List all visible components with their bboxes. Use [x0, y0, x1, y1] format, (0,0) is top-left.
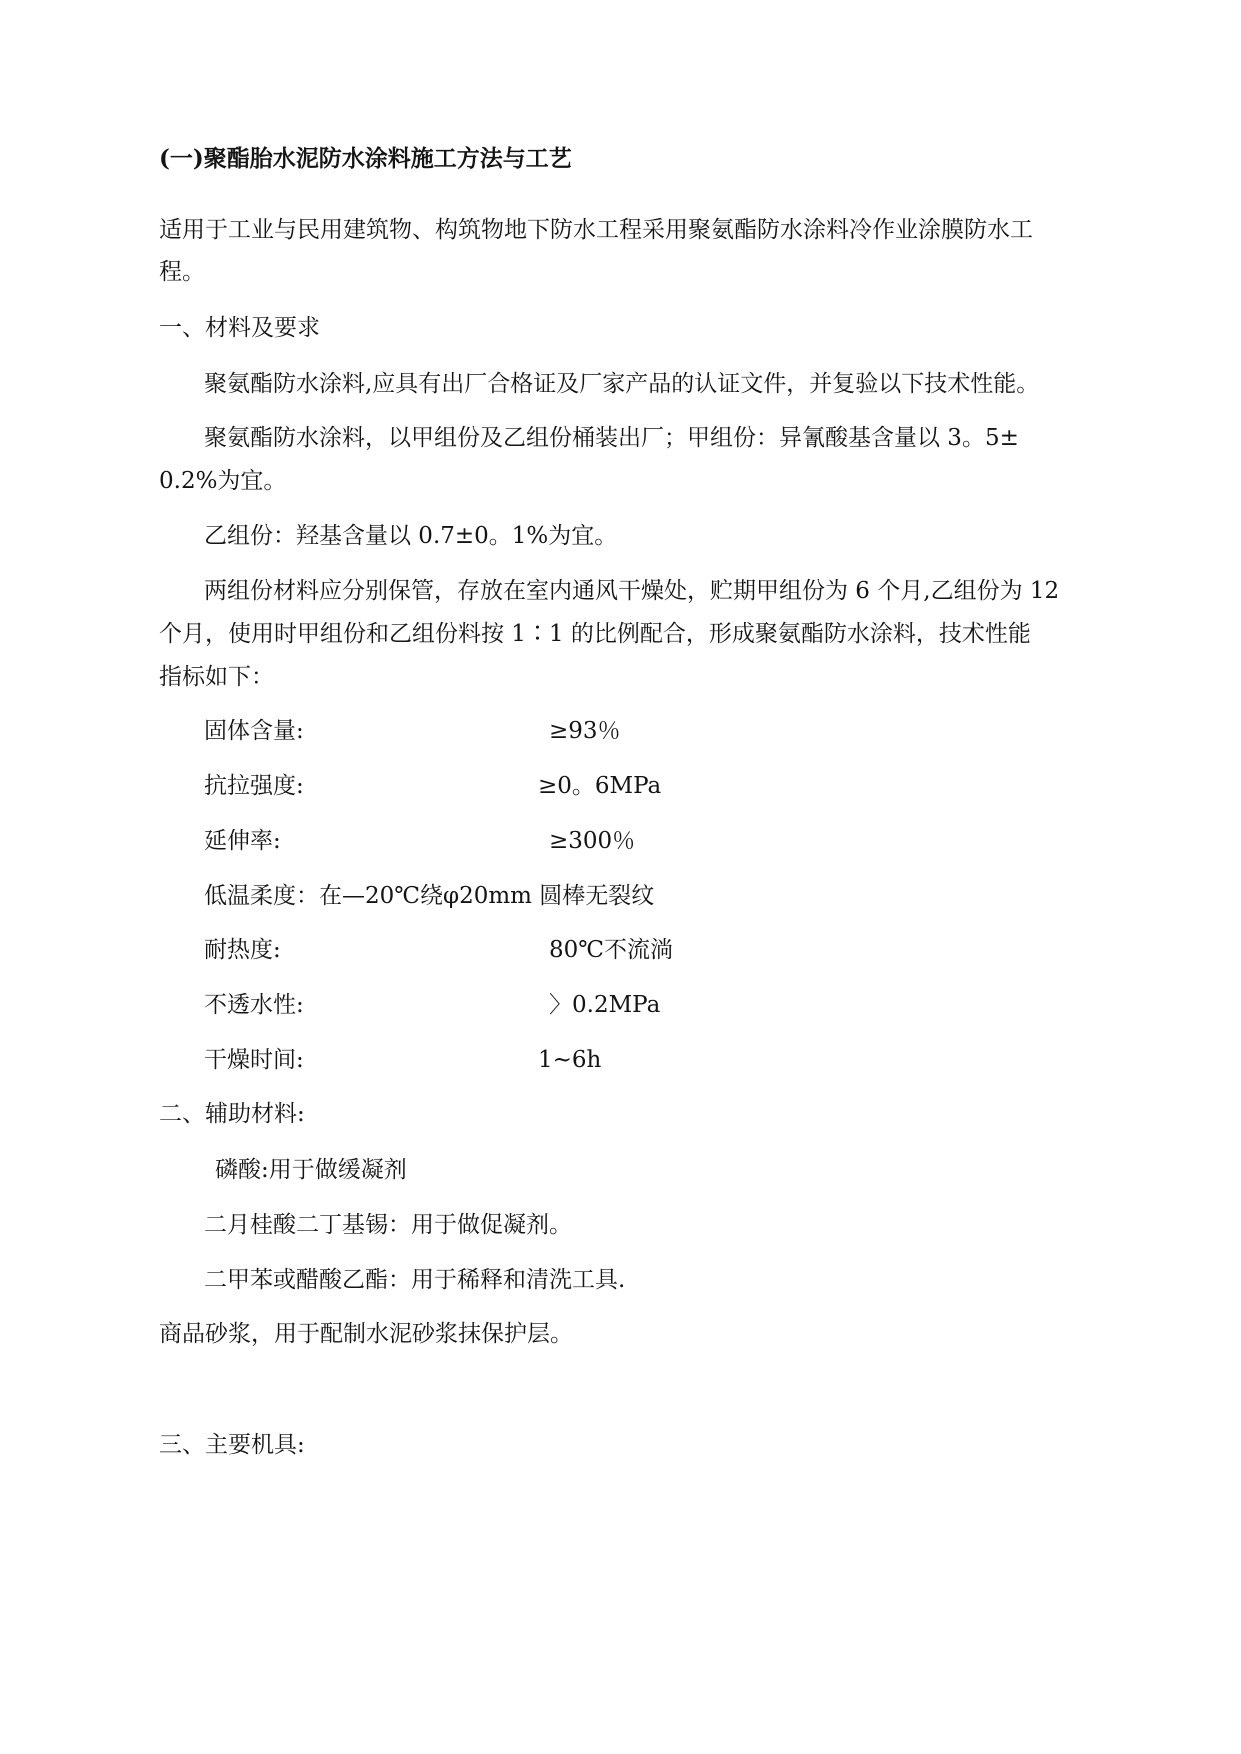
section-1-paragraph-4-line-2: 个月，使用时甲组份和乙组份料按 1∶1 的比例配合，形成聚氨酯防水涂料，技术性能 [159, 621, 1031, 647]
spec-value: ≥0。6MPa [538, 773, 662, 799]
section-1-heading: 一、材料及要求 [159, 315, 320, 341]
aux-material-item: 磷酸:用于做缓凝剂 [215, 1157, 407, 1183]
spec-label: 抗拉强度: [204, 773, 304, 799]
spec-value: ≥300％ [549, 828, 636, 854]
spec-value: 〉0.2MPa [549, 992, 661, 1018]
spec-value: 1~6h [538, 1047, 602, 1073]
section-1-paragraph-4-line-1: 两组份材料应分别保管，存放在室内通风干燥处，贮期甲组份为 6 个月,乙组份为 12 [204, 578, 1060, 604]
section-1-paragraph-4-line-3: 指标如下： [159, 664, 274, 690]
section-2-heading: 二、辅助材料: [159, 1101, 305, 1127]
spec-label: 低温柔度：在—20℃绕φ20mm 圆棒无裂纹 [204, 883, 655, 909]
aux-material-item: 二甲苯或醋酸乙酯：用于稀释和清洗工具. [204, 1267, 626, 1293]
spec-label: 不透水性: [204, 992, 304, 1018]
spec-value: ≥93％ [549, 718, 621, 744]
spec-label: 固体含量: [204, 718, 304, 744]
document-title: (一)聚酯胎水泥防水涂料施工方法与工艺 [159, 145, 572, 172]
section-3-heading: 三、主要机具: [159, 1432, 305, 1458]
spec-label: 延伸率: [204, 828, 281, 854]
spec-value: 80℃不流淌 [549, 937, 673, 963]
section-1-paragraph-2-line-2: 0.2%为宜。 [159, 468, 287, 494]
aux-material-item: 商品砂浆，用于配制水泥砂浆抹保护层。 [159, 1321, 573, 1347]
intro-line-1: 适用于工业与民用建筑物、构筑物地下防水工程采用聚氨酯防水涂料冷作业涂膜防水工 [159, 217, 1033, 243]
intro-line-2: 程。 [159, 259, 205, 285]
section-1-paragraph-1: 聚氨酯防水涂料,应具有出厂合格证及厂家产品的认证文件，并复验以下技术性能。 [204, 371, 1040, 397]
section-1-paragraph-3: 乙组份：羟基含量以 0.7±0。1%为宜。 [204, 523, 618, 549]
section-1-paragraph-2-line-1: 聚氨酯防水涂料，以甲组份及乙组份桶装出厂；甲组份：异氰酸基含量以 3。5± [204, 425, 1019, 451]
aux-material-item: 二月桂酸二丁基锡：用于做促凝剂。 [204, 1212, 572, 1238]
spec-label: 干燥时间: [204, 1047, 304, 1073]
spec-label: 耐热度: [204, 937, 281, 963]
